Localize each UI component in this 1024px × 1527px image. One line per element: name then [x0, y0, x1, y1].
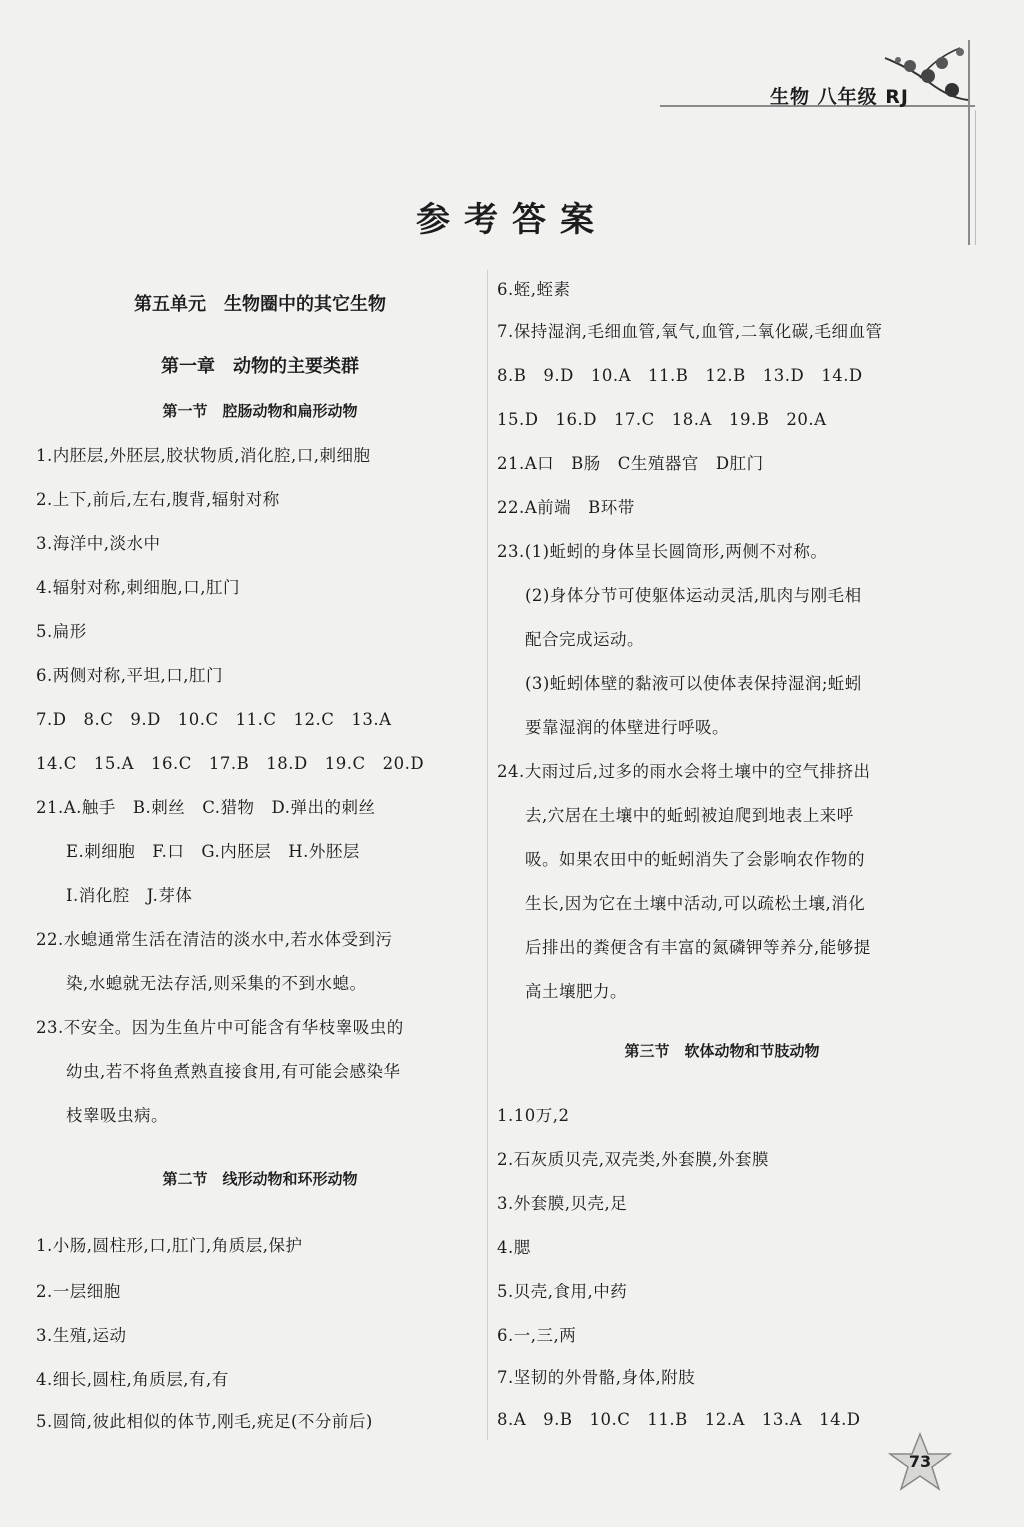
answer-line: 15.D 16.D 17.C 18.A 19.B 20.A: [497, 410, 827, 429]
section-heading-2: 第二节 线形动物和环形动物: [162, 1170, 358, 1188]
answer-line: 7.保持湿润,毛细血管,氧气,血管,二氧化碳,毛细血管: [497, 322, 883, 341]
answer-line: (2)身体分节可使躯体运动灵活,肌肉与刚毛相: [525, 586, 862, 605]
column-divider: [487, 270, 488, 1440]
answer-line: 14.C 15.A 16.C 17.B 18.D 19.C 20.D: [36, 754, 425, 773]
page-number: 73: [908, 1452, 932, 1471]
answer-line: 8.B 9.D 10.A 11.B 12.B 13.D 14.D: [497, 366, 863, 385]
answer-line: 7.D 8.C 9.D 10.C 11.C 12.C 13.A: [36, 710, 392, 729]
answer-line: 6.蛭,蛭素: [497, 280, 571, 299]
answer-line: 5.圆筒,彼此相似的体节,刚毛,疣足(不分前后): [36, 1412, 373, 1431]
answer-line: 要靠湿润的体壁进行呼吸。: [525, 718, 729, 737]
answer-line: I.消化腔 J.芽体: [66, 886, 193, 905]
page-number-badge: [888, 1432, 958, 1494]
answer-line: 23.不安全。因为生鱼片中可能含有华枝睾吸虫的: [36, 1018, 404, 1037]
answer-line: 3.外套膜,贝壳,足: [497, 1194, 628, 1213]
answer-line: 5.扁形: [36, 622, 87, 641]
section-heading-1: 第一节 腔肠动物和扁形动物: [162, 402, 358, 420]
answer-line: 高土壤肥力。: [525, 982, 627, 1001]
answer-line: 幼虫,若不将鱼煮熟直接食用,有可能会感染华: [66, 1062, 401, 1081]
header-label: 生物 八年级 RJ: [770, 86, 909, 108]
answer-line: 生长,因为它在土壤中活动,可以疏松土壤,消化: [525, 894, 866, 913]
section-heading-3: 第三节 软体动物和节肢动物: [624, 1042, 820, 1060]
answer-line: 6.一,三,两: [497, 1326, 577, 1345]
answer-line: 染,水螅就无法存活,则采集的不到水螅。: [66, 974, 367, 993]
unit-heading: 第五单元 生物圈中的其它生物: [134, 294, 386, 315]
answer-line: 3.海洋中,淡水中: [36, 534, 161, 553]
answer-line: 1.10万,2: [497, 1106, 570, 1125]
answer-line: 吸。如果农田中的蚯蚓消失了会影响农作物的: [525, 850, 865, 869]
answer-line: 2.石灰质贝壳,双壳类,外套膜,外套膜: [497, 1150, 769, 1169]
answer-line: 5.贝壳,食用,中药: [497, 1282, 628, 1301]
answer-line: 4.腮: [497, 1238, 531, 1257]
answer-line: 21.A.触手 B.刺丝 C.猎物 D.弹出的刺丝: [36, 798, 376, 817]
answer-line: E.刺细胞 F.口 G.内胚层 H.外胚层: [66, 842, 360, 861]
answer-line: 3.生殖,运动: [36, 1326, 127, 1345]
chapter-heading: 第一章 动物的主要类群: [161, 356, 359, 377]
answer-line: (3)蚯蚓体壁的黏液可以使体表保持湿润;蚯蚓: [525, 674, 862, 693]
answer-line: 1.小肠,圆柱形,口,肛门,角质层,保护: [36, 1236, 303, 1255]
plum-blossom-icon: [880, 38, 970, 108]
answer-line: 23.(1)蚯蚓的身体呈长圆筒形,两侧不对称。: [497, 542, 828, 561]
answer-line: 6.两侧对称,平坦,口,肛门: [36, 666, 223, 685]
answer-line: 2.上下,前后,左右,腹背,辐射对称: [36, 490, 280, 509]
answer-line: 8.A 9.B 10.C 11.B 12.A 13.A 14.D: [497, 1410, 861, 1429]
answer-line: 枝睾吸虫病。: [66, 1106, 168, 1125]
answer-line: 去,穴居在土壤中的蚯蚓被迫爬到地表上来呼: [525, 806, 854, 825]
answer-line: 1.内胚层,外胚层,胶状物质,消化腔,口,刺细胞: [36, 446, 371, 465]
answer-line: 24.大雨过后,过多的雨水会将土壤中的空气排挤出: [497, 762, 871, 781]
answer-line: 配合完成运动。: [525, 630, 644, 649]
answer-line: 21.A口 B肠 C生殖器官 D肛门: [497, 454, 764, 473]
answer-line: 22.A前端 B环带: [497, 498, 635, 517]
answer-line: 后排出的粪便含有丰富的氮磷钾等养分,能够提: [525, 938, 871, 957]
answer-line: 2.一层细胞: [36, 1282, 121, 1301]
answer-line: 7.坚韧的外骨骼,身体,附肢: [497, 1368, 696, 1387]
answer-line: 4.细长,圆柱,角质层,有,有: [36, 1370, 229, 1389]
answer-line: 22.水螅通常生活在清洁的淡水中,若水体受到污: [36, 930, 393, 949]
page-title: 参考答案: [416, 200, 608, 240]
answer-line: 4.辐射对称,刺细胞,口,肛门: [36, 578, 240, 597]
